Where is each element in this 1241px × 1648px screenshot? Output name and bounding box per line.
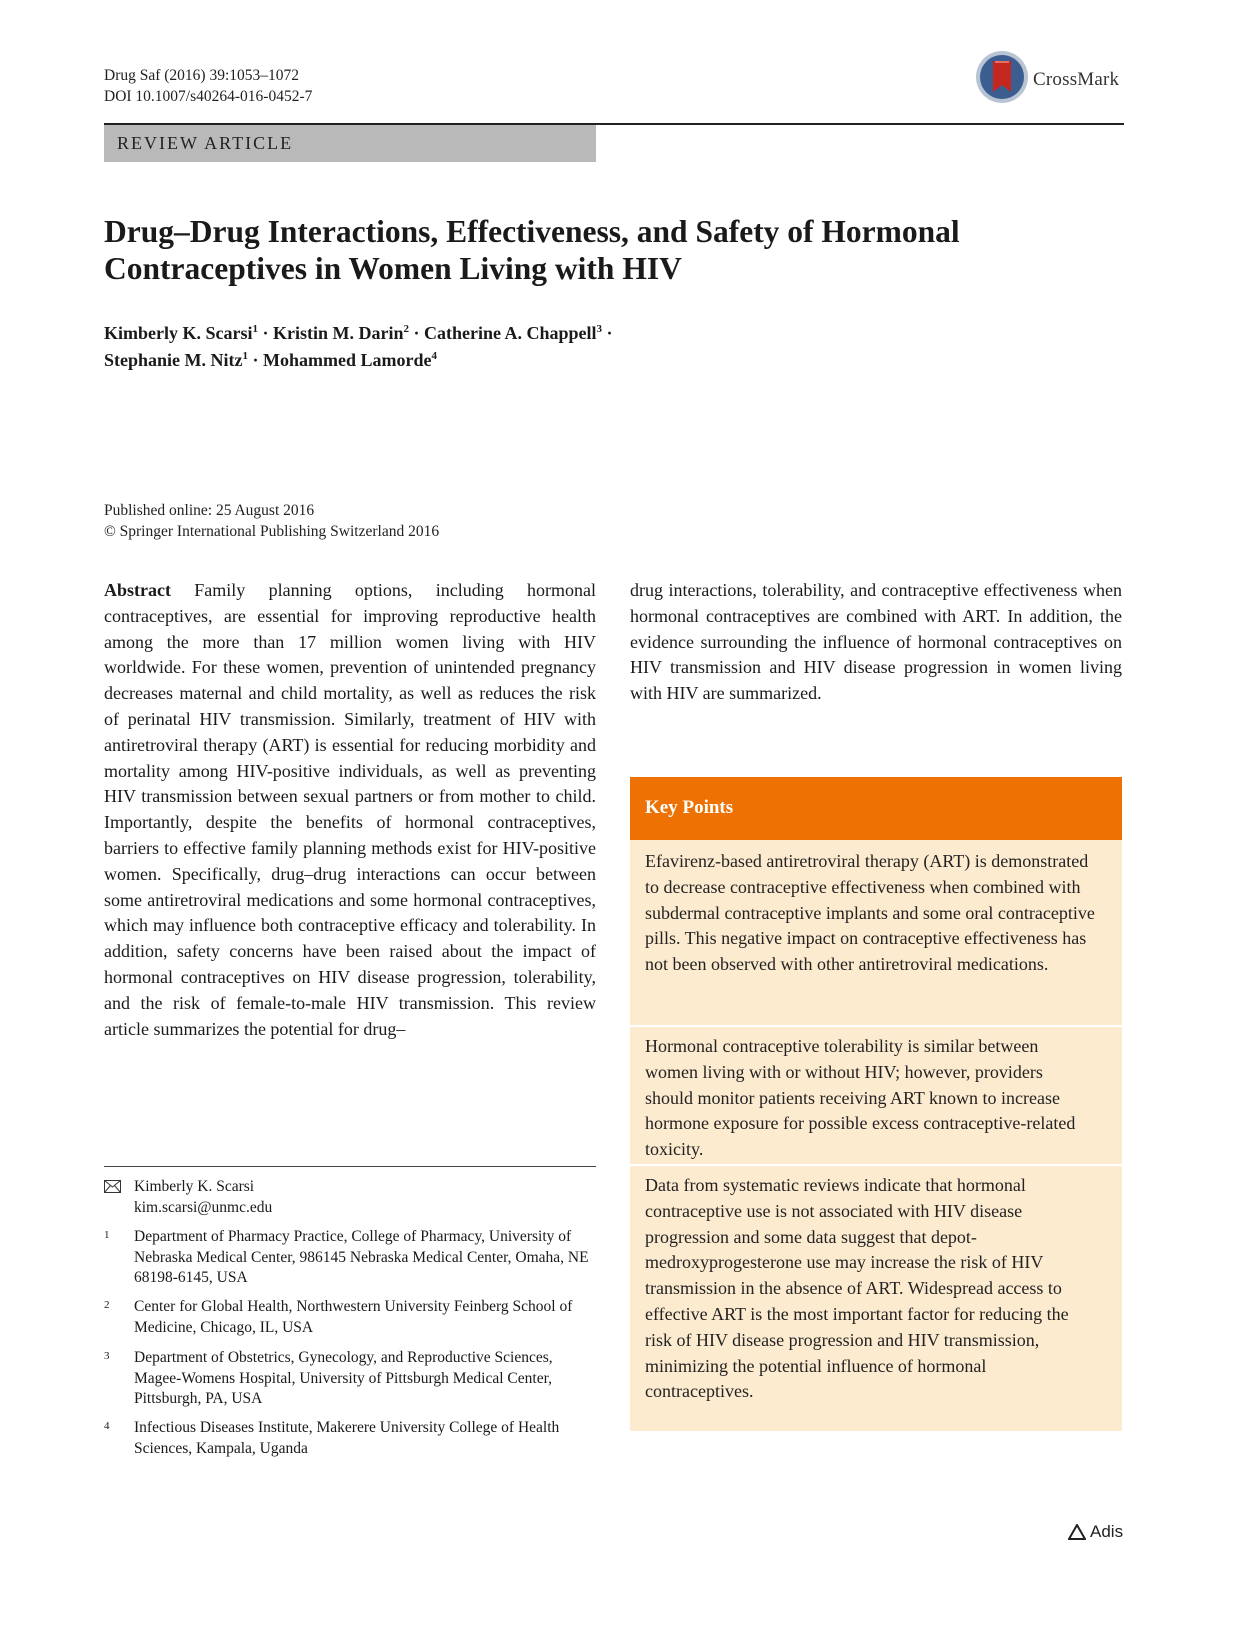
author-line-2: Stephanie M. Nitz$^1$ · Mohammed Lamorde$^4$ [104, 350, 437, 370]
correspondence-name: Kimberly K. Scarsi [134, 1178, 255, 1195]
footnote-rule [104, 1166, 596, 1167]
title-line-2: Contraceptives in Women Living with HIV [104, 251, 682, 286]
author-affiliation-ref: 1 [252, 323, 258, 335]
author-name[interactable]: Stephanie M. Nitz [104, 350, 243, 370]
adis-triangle-icon [1068, 1524, 1086, 1540]
publication-info [104, 500, 439, 542]
affiliation-text: Center for Global Health, Northwestern University Feinberg School of Medicine, Chicago, IL, USA [134, 1298, 573, 1336]
abstract-text: Family planning options, including hormonal contraceptives, are essential for improving reproductive health among the more than 17 million women living with HIV worldwide. For these women, prevention of unintended pregnancy decreases maternal and child mortality, as well as reduces the risk of perinatal HIV transmission. Similarly, treatment of HIV with antiretroviral therapy (ART) is essential for reducing morbidity and mortality among HIV-positive individuals, as well as preventing HIV transmission between sexual partners or from mother to child. Importantly, despite the benefits of hormonal contraceptives, barriers to effective family planning methods exist for HIV-positive women. Specifically, drug–drug interactions can occur between some antiretroviral medications and some hormonal contraceptives, which may influence both contraceptive efficacy and tolerability. In addition, safety concerns have been raised about the impact of hormonal contraceptives on HIV disease progression, tolerability, and the risk of female-to-male HIV transmission. This review article summarizes the potential for drug– [104, 580, 597, 1039]
published-date: Published online: 25 August 2016 [104, 502, 315, 519]
author-name[interactable]: Kimberly K. Scarsi [104, 323, 253, 343]
affiliation-number: 4 [104, 1420, 110, 1432]
key-point-3: Data from systematic reviews indicate that hormonal contraceptive use is not associated with HIV disease progression and some data suggest that depot-medroxyprogesterone use may increase the risk of HIV transmission in the absence of ART. Widespread access to effective ART is the most important factor for reducing the risk of HIV disease progression and HIV transmission, minimizing the potential influence of hormonal contraceptives. [645, 1175, 1069, 1402]
abstract-continuation: drug interactions, tolerability, and contraceptive effectiveness when hormonal contraceptives are combined with ART. In addition, the evidence surrounding the influence of hormonal contraceptives on HIV transmission and HIV disease progression in women living with HIV are summarized. [630, 580, 1122, 704]
crossmark-badge[interactable] [975, 50, 1125, 110]
author-affiliation-ref: 4 [431, 350, 437, 362]
affiliation-text: Infectious Diseases Institute, Makerere University College of Health Sciences, Kampala, Uganda [134, 1419, 560, 1457]
author-name[interactable]: Catherine A. Chappell [424, 323, 597, 343]
correspondence-email[interactable]: kim.scarsi@unmc.edu [134, 1198, 273, 1216]
affiliation-number: 3 [104, 1350, 110, 1362]
affiliation-text: Department of Obstetrics, Gynecology, and Reproductive Sciences, Magee-Womens Hospital, University of Pittsburgh Medical Center, Pittsburgh, PA, USA [134, 1349, 553, 1407]
copyright-line: © Springer International Publishing Switzerland 2016 [104, 523, 440, 540]
journal-citation [104, 65, 312, 107]
publisher-logo-text: Adis [1090, 1522, 1124, 1541]
key-points-heading: Key Points [645, 797, 734, 818]
journal-line: Drug Saf (2016) 39:1053–1072 [104, 67, 300, 84]
abstract-label: Abstract [104, 580, 171, 600]
key-point-divider [630, 1025, 1122, 1027]
envelope-icon [104, 1180, 121, 1193]
key-points-box [630, 777, 1122, 1431]
crossmark-label: CrossMark [1033, 69, 1120, 90]
crossmark-icon [975, 50, 1029, 104]
author-affiliation-ref: 2 [403, 323, 409, 335]
author-list [104, 320, 904, 374]
article-type-label: REVIEW ARTICLE [117, 133, 294, 153]
article-title [104, 213, 1104, 287]
author-name[interactable]: Kristin M. Darin [273, 323, 404, 343]
affiliation-number: 2 [104, 1299, 110, 1311]
affiliation-number: 1 [104, 1229, 110, 1241]
title-line-1: Drug–Drug Interactions, Effectiveness, and Safety of Hormonal [104, 214, 960, 249]
key-point-divider [630, 1164, 1122, 1166]
author-affiliation-ref: 3 [596, 323, 603, 335]
doi-line[interactable]: DOI 10.1007/s40264-016-0452-7 [104, 88, 313, 105]
article-type-bar [104, 125, 596, 162]
author-line-1: Kimberly K. Scarsi$^1$ · Kristin M. Darin$^2$ · Catherine A. Chappell$^3$ · [104, 323, 613, 343]
author-name[interactable]: Mohammed Lamorde [263, 350, 432, 370]
abstract-paragraph [104, 578, 596, 1042]
key-point-1: Efavirenz-based antiretroviral therapy (ART) is demonstrated to decrease contraceptive effectiveness when combined with subdermal contraceptive implants and some oral contraceptive pills. This negative impact on contraceptive effectiveness has not been observed with other antiretroviral medications. [645, 851, 1095, 975]
author-affiliation-ref: 1 [242, 350, 248, 362]
key-point-2: Hormonal contraceptive tolerability is similar between women living with or without HIV; however, providers should monitor patients receiving ART known to increase hormone exposure for possible excess contraceptive-related toxicity. [645, 1036, 1076, 1160]
affiliation-text: Department of Pharmacy Practice, College of Pharmacy, University of Nebraska Medical Center, 986145 Nebraska Medical Center, Omaha, NE 68198-6145, USA [134, 1228, 589, 1286]
key-points-header [630, 777, 1122, 840]
